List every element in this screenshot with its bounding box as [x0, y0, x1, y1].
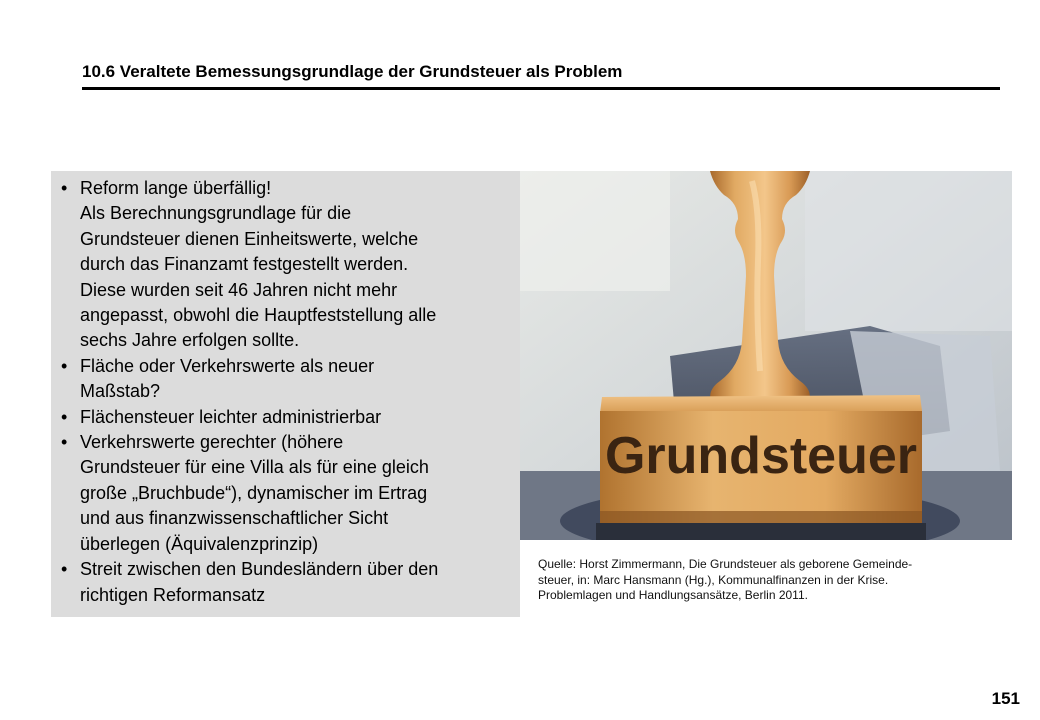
- bullet-text: Streit zwischen den Bundesländern über den richtigen Reformansatz: [80, 559, 439, 605]
- title-underline: [82, 87, 1000, 90]
- bullet-icon: •: [61, 432, 68, 453]
- bullet-icon: •: [61, 559, 68, 580]
- bullet-text: Fläche oder Verkehrswerte als neuer Maßstab?: [80, 355, 375, 402]
- bullet-text: Verkehrswerte gerechter (höhere Grundsteuer für eine Villa als für eine gleich große „Bruchbude“), dynamischer im Ertrag und aus finanzwissenschaftlicher Sicht überlegen (Äquivalenzprinzip): [80, 432, 429, 554]
- bullet-item: [61, 430, 510, 557]
- bullet-item: [61, 176, 510, 354]
- page-number: 151: [991, 689, 1020, 708]
- bullet-item: [61, 354, 510, 405]
- source-citation: Quelle: Horst Zimmermann, Die Grundsteuer als geborene Gemeinde- steuer, in: Marc Hansmann (Hg.), Kommunalfinanzen in der Krise. Problemlagen und Handlungsansätze, Berlin 2011.: [538, 557, 913, 602]
- bullet-icon: •: [61, 406, 68, 427]
- bullet-text-box: [51, 171, 520, 617]
- bullet-item: [61, 557, 510, 608]
- bullet-list: [61, 176, 510, 608]
- bullet-text: Flächensteuer leichter administrierbar: [80, 406, 382, 427]
- stamp-label: Grundsteuer: [604, 427, 918, 485]
- bullet-icon: •: [61, 178, 68, 198]
- bullet-item: [61, 405, 510, 430]
- bullet-text: Reform lange überfällig! Als Berechnungsgrundlage für die Grundsteuer dienen Einheitswerte, welche durch das Finanzamt festgestellt werden. Diese wurden seit 46 Jahren nicht mehr angepasst, obwohl die Hauptfeststellung alle sechs Jahre erfolgen sollte.: [80, 178, 437, 351]
- rubber-stamp-icon: [520, 171, 1012, 540]
- slide-title: 10.6 Veraltete Bemessungsgrundlage der Grundsteuer als Problem: [82, 62, 623, 81]
- grundsteuer-stamp-photo: [520, 171, 1012, 540]
- bullet-icon: •: [61, 355, 68, 376]
